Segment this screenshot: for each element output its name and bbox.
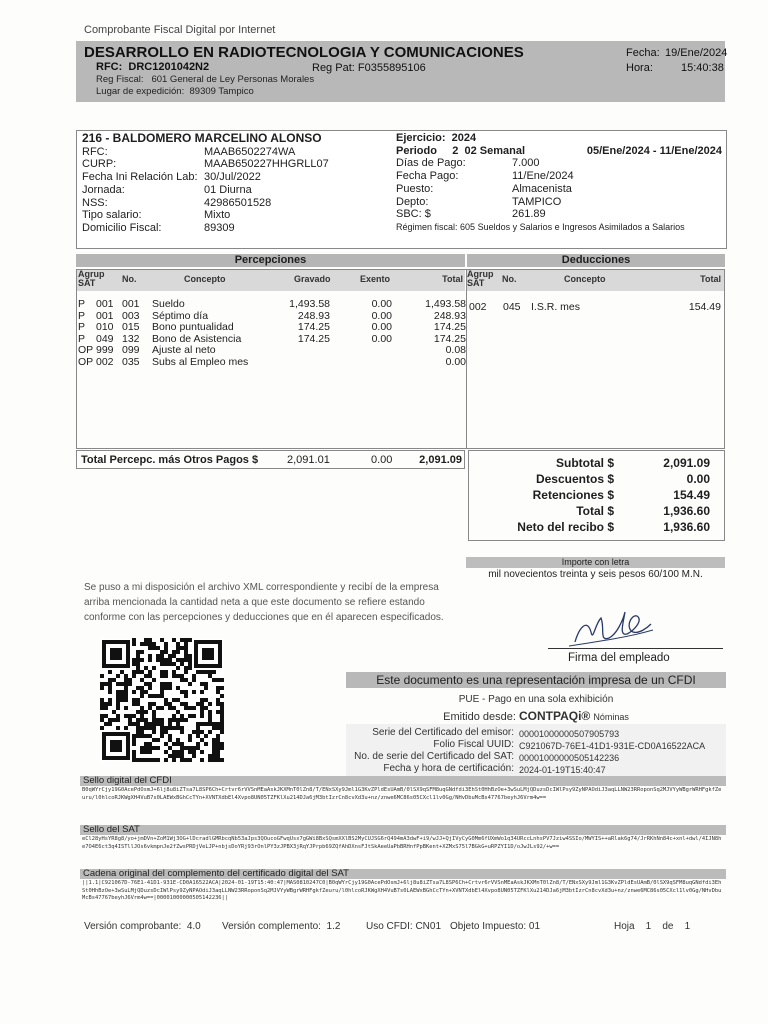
cfdi-banner: Este documento es una representación impresa de un CFDI [346,672,726,688]
issuer-regfiscal: Reg Fiscal: 601 General de Ley Personas Morales [96,74,315,85]
table-row: OP 002 035 Subs al Empleo mes 0.00 [78,355,466,368]
qr-code [100,638,224,762]
employee-row: NSS: 42986501528 [82,196,272,209]
table-row: P 010 015 Bono puntualidad 174.25 0.00 174.25 [78,321,466,334]
employee-info [82,132,329,235]
table-row: OP 999 099 Ajuste al neto 0.08 [78,344,466,357]
objeto-impuesto: Objeto Impuesto: 01 [450,921,541,932]
employee-row: Tipo salario: Mixto [82,209,231,222]
period-row: Fecha Pago: 11/Ene/2024 [396,170,574,183]
table-row: 002 045 I.S.R. mes 154.49 [469,301,721,313]
table-row: P 001 001 Sueldo 1,493.58 0.00 1,493.58 [78,298,466,310]
employee-row: Domicilio Fiscal: 89309 [82,221,235,234]
certificate-labels: Serie del Certificado del emisor: Folio Fiscal UUID: No. de serie del Certificado del SAT: Fecha y hora de certificación: [354,727,514,774]
cadena-original-text: ||1.1|C921067D-76E1-41D1-931E-CD0A16522ACA|2024-01-19T15:40:47|MAS0810247C0|B0qWYrCjy19G0AcePdOsmJ+6lj8u8iZTsa7L8SP6Ch+Crtvr6rVVSnMEaAskJKXMnT0lZn8/T/ENxSXy9Jml1G3KvZPldEsUAmB/0lSX9qSFM8uqGNdfdi3EhSt0HhBzOe+3wSuLMjQDuzsDcIWlPsy9ZyNPAOdiJ3aqLLNW23RRoponSq2MJVYyWBgrWRHFgkfZeuru/l0hlcoRJKWgXH4VuB7s0LAEWxBGhCcTYn+XVNTXdbEl4Xvpo8UN05TZFKlXu214DJa6jM3btIzrCn8cvXd3u+nz/znwe6MC86s05CXcl1lv0Gg/NHvDbuMcBs47767beyhJ6Vrm4w==|00001000000505142236|| [82,880,722,901]
percepciones-total-row: Total Percepc. más Otros Pagos $ 2,091.01 0.00 2,091.09 [76,450,465,469]
deducciones-title: Deducciones [467,254,725,267]
emitido-desde: Emitido desde: CONTPAQi® Nóminas [443,709,629,723]
table-row: P 049 132 Bono de Asistencia 174.25 0.00 174.25 [78,332,466,345]
employee-row: Jornada: 01 Diurna [82,183,252,196]
issue-date-label: Fecha: [626,47,660,59]
payment-method: PUE - Pago en una sola exhibición [458,694,614,705]
company-name: DESARROLLO EN RADIOTECNOLOGIA Y COMUNICACIONES [84,44,524,61]
summary-box: Subtotal $ 2,091.09 Descuentos $ 0.00 Retenciones $ 154.49 Total $ 1,936.60 Neto del recibo $ 1,936.60 [468,450,725,541]
employee-row: RFC: MAAB6502274WA [82,145,296,158]
period-row: Días de Pago: 7.000 [396,157,540,170]
issue-date: 19/Ene/2024 [665,47,728,59]
issuer-regpat: Reg Pat: F0355895106 [312,62,426,74]
deducciones-header: Agrup SAT No. Concepto Total [466,269,725,291]
version-complemento: Versión complemento: 1.2 [222,921,341,932]
sello-sat-title: Sello del SAT [80,825,726,835]
signature-label: Firma del empleado [568,652,670,664]
signature-line [548,648,723,649]
importe-letra-label: Importe con letra [466,557,725,568]
table-row: P 001 003 Séptimo día 248.93 0.00 248.93 [78,309,466,322]
certificate-values: 00001000000507905793 C921067D-76E1-41D1-931E-CD0A16522ACA 00001000000505142236 2024-01-19T15:40:47 [519,729,706,775]
percepciones-rows [78,299,466,369]
importe-letra: mil novecientos treinta y seis pesos 60/100 M.N. [488,569,703,580]
periodo: Periodo 2 02 Semanal 05/Ene/2024 - 11/Ene/2024 [396,144,722,157]
period-row: Depto: TAMPICO [396,195,562,208]
uso-cfdi: Uso CFDI: CN01 [366,921,442,932]
issue-time-label: Hora: [626,62,653,74]
issuer-rfc: RFC: DRC1201042N2 [96,61,210,73]
period-range: 05/Ene/2024 - 11/Ene/2024 [586,144,722,157]
page-number: Hoja 1 de 1 [614,921,691,932]
version-comprobante: Versión comprobante: 4.0 [84,921,201,932]
period-info [396,132,722,234]
contpaqi-logo: CONTPAQi® [518,709,591,723]
issuer-lugar: Lugar de expedición: 89309 Tampico [96,86,254,97]
period-row: Puesto: Almacenista [396,182,572,195]
employee-name: 216 - BALDOMERO MARCELINO ALONSO [82,131,322,145]
sello-cfdi-text: B0qWYrCjy19G0AcePdOsmJ+6lj8u8iZTsa7L8SP6Ch+Crtvr6rVVSnMEaAskJKXMnT0lZn8/T/ENxSXy9Jml1G3KvZPldEsUAmB/0lSX9qSFM8uqGNdfdi3EhSt0HhBzOe+3wSuLMjQDuzsDcIWlPsy9ZyNPAOdiJ3aqLLNW23RRoponSq2MJVYyWBgrWRHFgkfZeuru/l0hlcoRJKWgXH4VuB7s0LAEWxBGhCcTYn+XVNTXdbEl4Xvpo8UN05TZFKlXu214DJa6jM3btIzrCn8cvXd3u+nz/znwe6MC86s05CXcl1lv0Gg/NHvDbuMcBs47767beyhJ6Vrm4w== [82,787,722,801]
sello-cfdi-title: Sello digital del CFDI [80,776,726,786]
document-type-label: Comprobante Fiscal Digital por Internet [84,24,276,36]
table-divider [466,270,467,448]
employee-row: CURP: MAAB650227HHGRLL07 [82,158,329,171]
regimen-fiscal: Régimen fiscal: 605 Sueldos y Salarios e Ingresos Asimilados a Salarios [396,221,685,232]
period-row: SBC: $ 261.89 [396,208,546,221]
percepciones-title: Percepciones [76,254,465,267]
conformity-statement: Se puso a mi disposición el archivo XML correspondiente y recibí de la empresa arriba mencionada la cantidad neta a que este documento se refiere estando conforme con las percepciones y deducciones que en él aparecen especificados. [84,582,444,624]
issue-time: 15:40:38 [681,62,724,74]
ejercicio: Ejercicio: 2024 [396,132,477,144]
sello-sat-text: eCl28yHsYR8g8/yo+jmDVn+ZoM1Wj3OG+lDcradlGMRbcqNb53aJps3QOucoGFwqUsx7gGWi8BxSQsmXXlBS2MyCUJSG6rQ494mA3dwF+i9/wJJ+QjIVyCyG0Mm6fUXmWo1q34URccLnhsPV7Jziw4SSIo/MWYIS++aRlak6g74/JrRKhNn84c+xnl+dwl/4IJN8he7O4E6ct3q4ISTllJOs6vkmpnJe2fZwsPRDjVeLJP+nbjsDoYRj93rOnlPY3zJPBX3jRqYJPrpb69ZQfAhDXnsFJtSkAeeUaPbBRHnfPpBKent+XZMxS75l7BGkG+uRPZYI1D/oJwJLs92/+w== [82,836,722,850]
cadena-original-title: Cadena original del complemento del certificado digital del SAT [80,869,726,879]
employee-row: Fecha Ini Relación Lab: 30/Jul/2022 [82,171,261,184]
percepciones-header: Agrup SAT No. Concepto Gravado Exento Total [76,269,465,291]
